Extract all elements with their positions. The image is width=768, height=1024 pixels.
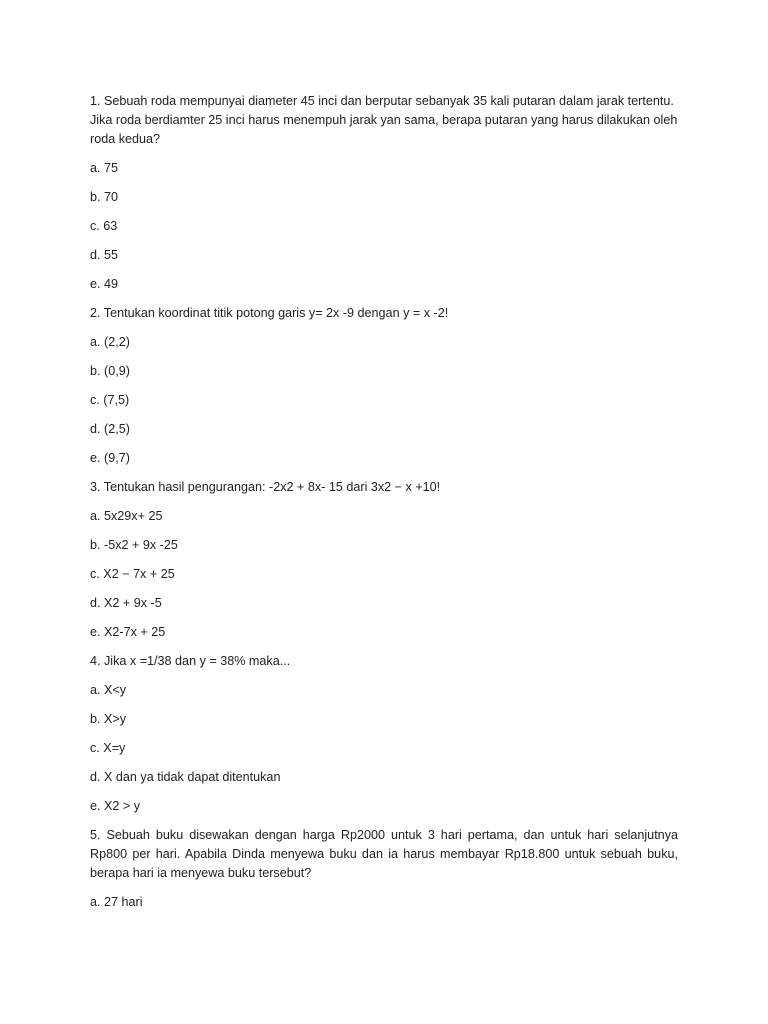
question-1-option-d: d. 55 xyxy=(90,248,119,262)
question-1-option-e: e. 49 xyxy=(90,277,119,291)
question-2: 2. Tentukan koordinat titik potong garis y= 2x -9 dengan y = x -2! xyxy=(90,306,449,320)
question-4-option-d: d. X dan ya tidak dapat ditentukan xyxy=(90,770,281,784)
question-3-option-e: e. X2-7x + 25 xyxy=(90,625,166,639)
question-2-option-a: a. (2,2) xyxy=(90,335,130,349)
question-4-option-e: e. X2 > y xyxy=(90,799,141,813)
question-3-option-c: c. X2 − 7x + 25 xyxy=(90,567,175,581)
document-body xyxy=(90,92,678,922)
question-1-option-b: b. 70 xyxy=(90,190,119,204)
question-2-option-c: c. (7,5) xyxy=(90,393,130,407)
question-4-option-b: b. X>y xyxy=(90,712,127,726)
question-5: 5. Sebuah buku disewakan dengan harga Rp2000 untuk 3 hari pertama, dan untuk hari selanjutnya Rp800 per hari. Apabila Dinda menyewa buku dan ia harus membayar Rp18.800 untuk sebuah buku, berapa hari ia menyewa buku tersebut? xyxy=(90,828,678,880)
question-3-option-b: b. -5x2 + 9x -25 xyxy=(90,538,178,552)
question-2-option-d: d. (2,5) xyxy=(90,422,130,436)
question-5-option-a: a. 27 hari xyxy=(90,895,143,909)
question-3-option-a: a. 5x29x+ 25 xyxy=(90,509,163,523)
question-1-option-a: a. 75 xyxy=(90,161,119,175)
question-4: 4. Jika x =1/38 dan y = 38% maka... xyxy=(90,654,291,668)
question-2-option-b: b. (0,9) xyxy=(90,364,130,378)
question-1: 1. Sebuah roda mempunyai diameter 45 inci dan berputar sebanyak 35 kali putaran dalam jarak tertentu. Jika roda berdiamter 25 inci harus menempuh jarak yan sama, berapa putaran yang harus dilakukan oleh roda kedua? xyxy=(90,94,678,146)
question-3-option-d: d. X2 + 9x -5 xyxy=(90,596,162,610)
question-1-option-c: c. 63 xyxy=(90,219,118,233)
question-3: 3. Tentukan hasil pengurangan: -2x2 + 8x- 15 dari 3x2 − x +10! xyxy=(90,480,441,494)
question-4-option-c: c. X=y xyxy=(90,741,126,755)
question-4-option-a: a. X<y xyxy=(90,683,127,697)
question-2-option-e: e. (9,7) xyxy=(90,451,130,465)
